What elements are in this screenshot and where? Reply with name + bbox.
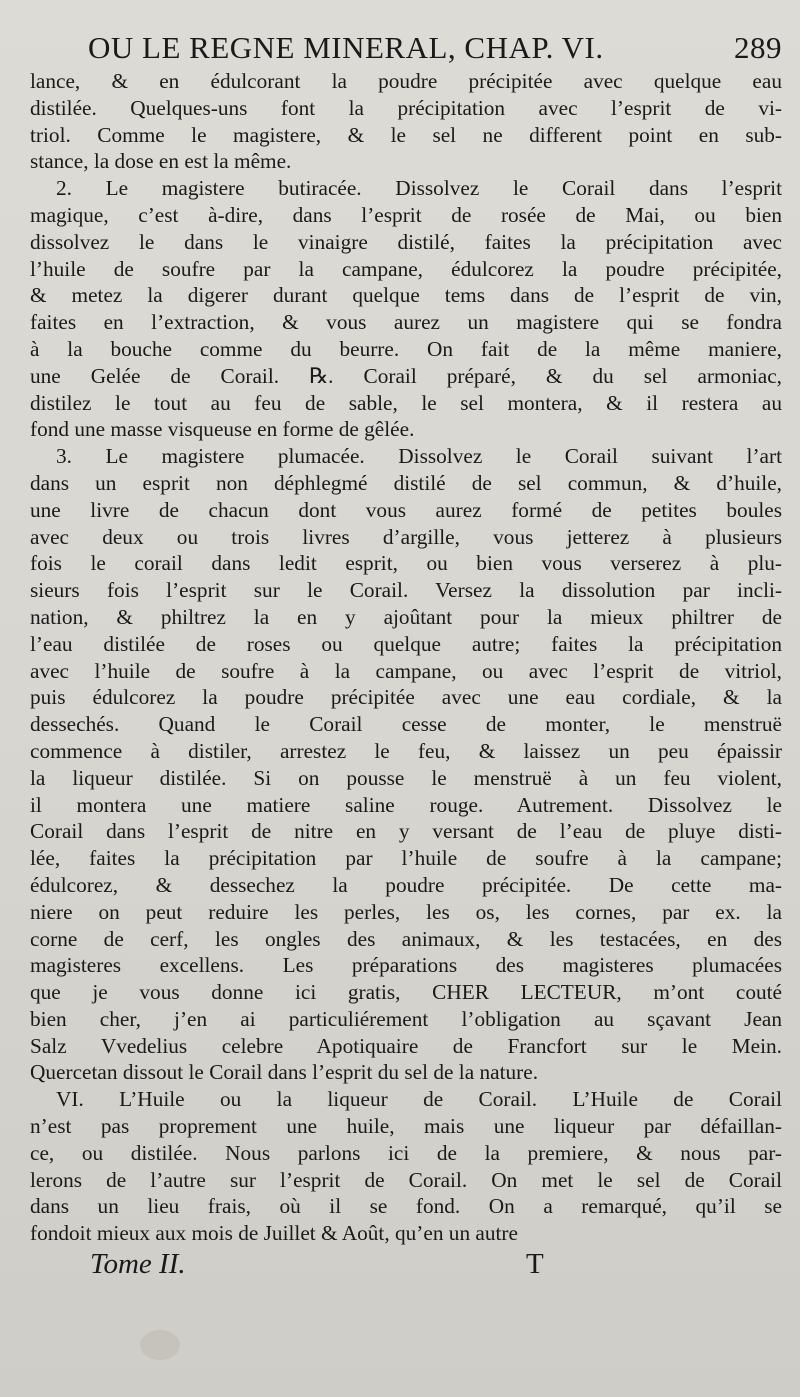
text-line: VI. L’Huile ou la liqueur de Corail. L’Huile de Corail (56, 1087, 782, 1112)
text-line: stance, la dose en est la même. (30, 149, 292, 174)
text-line: Quercetan dissout le Corail dans l’esprit du sel de la nature. (30, 1060, 539, 1085)
text-line: lée, faites la précipitation par l’huile de soufre à la campane; (30, 846, 782, 871)
text-line: 3. Le magistere plumacée. Dissolvez le Corail suivant l’art (56, 444, 782, 469)
signature-mark: T (526, 1248, 544, 1280)
text-line: lerons de l’autre sur l’esprit de Corail. On met le sel de Corail (30, 1167, 782, 1192)
text-line: corne de cerf, les ongles des animaux, & les testacées, en des (30, 926, 782, 951)
running-title: OU LE REGNE MINERAL, CHAP. VI. (88, 30, 604, 65)
text-line: & metez la digerer durant quelque tems dans de l’esprit de vin, (30, 283, 782, 308)
text-line: fondoit mieux aux mois de Juillet & Août, qu’en un autre (30, 1221, 518, 1246)
text-line: ce, ou distilée. Nous parlons ici de la premiere, & nous par- (30, 1140, 782, 1165)
text-line: dessechés. Quand le Corail cesse de monter, le menstruë (30, 712, 782, 737)
tome-label: Tome II. (90, 1248, 186, 1280)
text-line: une livre de chacun dont vous aurez formé de petites boules (30, 497, 782, 522)
text-line: à la bouche comme du beurre. On fait de la même maniere, (30, 336, 782, 361)
text-line: nation, & philtrez la en y ajoûtant pour la mieux philtrer de (30, 604, 782, 629)
text-line: l’huile de soufre par la campane, édulcorez la poudre précipitée, (30, 256, 782, 281)
text-line: fois le corail dans ledit esprit, ou bien vous verserez à plu- (30, 551, 782, 576)
text-line: distilez le tout au feu de sable, le sel montera, & il restera au (30, 390, 782, 415)
body-text (30, 68, 782, 1247)
text-line: une Gelée de Corail. ℞. Corail préparé, & du sel armoniac, (30, 363, 782, 388)
text-line: il montera une matiere saline rouge. Autrement. Dissolvez le (30, 792, 782, 817)
text-line: 2. Le magistere butiracée. Dissolvez le Corail dans l’esprit (56, 176, 782, 201)
paper-stain (140, 1330, 180, 1360)
text-line: avec deux ou trois livres d’argille, vous jetterez à plusieurs (30, 524, 782, 549)
page-number: 289 (734, 30, 782, 65)
text-line: Salz Vvedelius celebre Apotiquaire de Francfort sur le Mein. (30, 1033, 782, 1058)
page-footer (90, 1248, 650, 1288)
text-line: niere on peut reduire les perles, les os, les cornes, par ex. la (30, 899, 782, 924)
text-line: commence à distiler, arrestez le feu, & laissez un peu épaissir (30, 738, 782, 763)
text-line: triol. Comme le magistere, & le sel ne different point en sub- (30, 122, 782, 147)
text-line: dissolvez le dans le vinaigre distilé, faites la précipitation avec (30, 229, 782, 254)
text-line: la liqueur distilée. Si on pousse le menstruë à un feu violent, (30, 765, 782, 790)
text-line: magisteres excellens. Les préparations des magisteres plumacées (30, 953, 782, 978)
text-line: fond une masse visqueuse en forme de gêlée. (30, 417, 415, 442)
text-line: édulcorez, & dessechez la poudre précipitée. De cette ma- (30, 872, 782, 897)
text-line: Corail dans l’esprit de nitre en y versant de l’eau de pluye disti- (30, 819, 782, 844)
text-line: distilée. Quelques-uns font la précipitation avec l’esprit de vi- (30, 95, 782, 120)
text-line: avec l’huile de soufre à la campane, ou avec l’esprit de vitriol, (30, 658, 782, 683)
page-header (88, 26, 788, 70)
text-line: que je vous donne ici gratis, CHER LECTEUR, m’ont couté (30, 980, 782, 1005)
text-line: dans un lieu frais, où il se fond. On a remarqué, qu’il se (30, 1194, 782, 1219)
text-line: dans un esprit non déphlegmé distilé de sel commun, & d’huile, (30, 470, 782, 495)
text-line: faites en l’extraction, & vous aurez un magistere qui se fondra (30, 310, 782, 335)
text-line: lance, & en édulcorant la poudre précipitée avec quelque eau (30, 69, 782, 93)
text-line: sieurs fois l’esprit sur le Corail. Versez la dissolution par incli- (30, 578, 782, 603)
text-line: n’est pas proprement une huile, mais une liqueur par défaillan- (30, 1114, 782, 1139)
text-line: magique, c’est à-dire, dans l’esprit de rosée de Mai, ou bien (30, 202, 782, 227)
text-line: bien cher, j’en ai particuliérement l’obligation au sçavant Jean (30, 1006, 782, 1031)
text-line: l’eau distilée de roses ou quelque autre; faites la précipitation (30, 631, 782, 656)
text-line: puis édulcorez la poudre précipitée avec une eau cordiale, & la (30, 685, 782, 710)
